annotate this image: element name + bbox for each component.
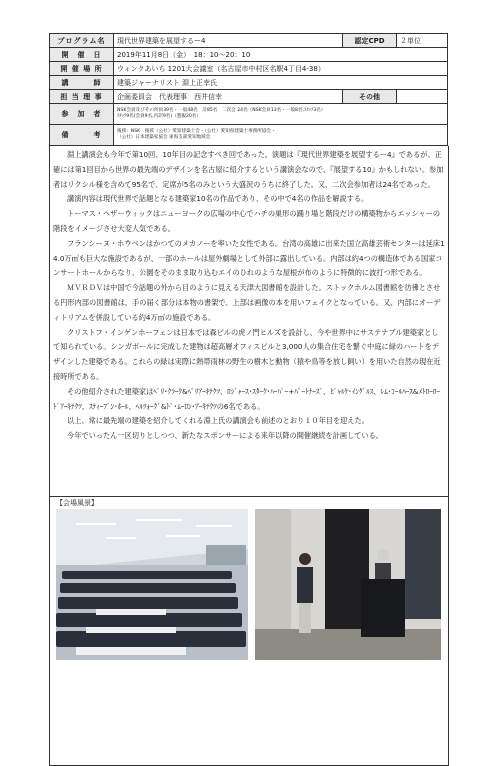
cpd-value: ２単位	[397, 34, 448, 48]
body-paragraph: クリストフ・インゲンホーフェンは日本では森ビルの虎ノ門ヒルズを設計し、今や世界中にサステナブル建築家として知られている。シンガポールに完成した建物は超高層オフィスビルと3,000人の集合住宅を繋ぐ中庭に緑のハートをデザインした建築である。これらの緑は実際に熱帯雨林の野生の樹木と動物（猿や鳥等を放し飼い）を用いた自然の現在近接時所である。	[53, 327, 441, 381]
body-paragraph: トーマス・ヘザーウィックはニューヨークの広場の中心でハチの巣形の踊り場と階段だけの構築物からエッシャーの階段をイメージさせ大変人気である。	[53, 209, 441, 233]
other-value	[397, 90, 448, 104]
notes-line-1: 後援：NSK 後援（公社）愛知建築士会・（公社）愛知県建築士事務所協会・	[117, 129, 276, 134]
program-label: プログラム名	[50, 34, 114, 48]
director-label: 担 当 理 事	[50, 90, 114, 104]
audience-photo-graphic	[56, 509, 248, 660]
notes-label: 備 考	[50, 125, 114, 146]
photos-caption: 【会場風景】	[56, 499, 98, 507]
notes-line-2: （公社）日本建築家協会 東海支部愛知地域会	[117, 135, 211, 140]
body-paragraph: 今年でいったん一区切りとしつつ、新たなスポンサーによる来年以降の開催継続を計画している。	[67, 431, 383, 441]
body-paragraph: その他紹介された建築家はﾍﾟﾘ･ｸﾗｰｸ&ﾍﾟﾘｱｰｷﾃｸﾂ、ﾛｼﾞｬｰｽ･ｽﾀｰｸ･ﾊｰﾊﾟｰ+ﾊﾟｰﾄﾅｰｽﾞ、ﾋﾞｬﾙｹ･ｲﾝｸﾞﾙｽ、ﾚﾑ･ｺｰﾙﾊｰｽ&ﾒﾄﾛｰﾛｰﾄﾞｱｰｷﾃｸﾂ、ｽﾃｨｰﾌﾞﾝ･ﾎｰﾙ、ﾍﾙﾂｫｰｸﾞ&ﾄﾞ･ﾑｰﾛﾝ･ｱｰｷﾃｸﾂの6名である。	[53, 386, 441, 411]
report-sheet	[49, 33, 447, 766]
program-value: 現代世界建築を展望するー4	[114, 34, 343, 48]
participants-label: 参 加 者	[50, 104, 114, 125]
body-paragraph: フランシーヌ・ホウベンはかつてのメカノーを率いた女性である。台湾の高雄に出来た国立高雄芸術センターは延床14.0万㎡も巨大な施設であるが、一部のホールは屋外劇場として外部に露出している。内部は約4つの構造体である国家コンサートホールからなり、公園をそのまま取り込むエイのひれのような屋根が布のように特徴的に波打つ形である。	[53, 238, 445, 278]
other-label: その他	[343, 90, 397, 104]
lecturer-label: 講 師	[50, 76, 114, 90]
body-paragraph: ＭＶＲＤＶは中国で今話題の外から目のように見える天津大図書館を設計した。ストックホルム図書館を彷彿とさせる円形内部の図書館は、手の届く部分は本物の書架で、上部は画像の本を用いフェイクとなっている。又、内部にオーディトリアムを併設している約4万㎡の施設である。	[53, 283, 441, 322]
venue-label: 開 催 場 所	[50, 62, 114, 76]
venue-value: ウィンクあいち 1201大会議室（名古屋市中村区名駅4丁目4-38）	[114, 62, 448, 76]
notes-value	[114, 125, 448, 146]
lecturer-value: 建築ジャーナリスト 淵上正幸氏	[114, 76, 448, 90]
lecture-photo	[255, 509, 441, 660]
report-body	[49, 146, 449, 497]
body-paragraph: 以上、常に最先端の建築を紹介してくれる淵上氏の講演会も前述のとおり１０年目を迎えた。	[67, 416, 369, 426]
participants-line-1: NSK会員及びその所員39名・一般48名 計85名 二次会 24名（NSK会員13名・一般8名,ｽﾀｯﾌ3名）	[117, 108, 326, 113]
director-value: 企画委員会 代表理事 西井信幸	[114, 90, 343, 104]
audience-photo	[56, 509, 248, 660]
participants-line-2: ｽﾀｯﾌ9名(会員9名,内訳9名)（懇親20名）	[117, 114, 201, 119]
report-header-table	[49, 33, 448, 146]
date-label: 開 催 日	[50, 48, 114, 62]
lecture-photo-graphic	[255, 509, 441, 660]
date-value: 2019年11月8日（金） 18：10～20：10	[114, 48, 448, 62]
body-paragraph: 講演内容は現代世界で話題となる建築家10名の作品であり、その中で4名の作品を解説する。	[67, 194, 369, 204]
cpd-label: 認定CPD	[343, 34, 397, 48]
venue-photos-section	[49, 497, 449, 766]
participants-value	[114, 104, 448, 125]
body-paragraph: 淵上講演会も今年で第10回、10年目の記念すべき回であった。演題は『現代世界建築を展望するー4』であるが、正確には第1回目から世界の最先端のデザインを名古屋に紹介するという講演会なので、『展望する10』かもしれない。参加者はリクシル様を含めて95名で、定席が5名のみという大盛況のうちに終了した。又、二次会参加者は24名であった。	[53, 150, 444, 189]
